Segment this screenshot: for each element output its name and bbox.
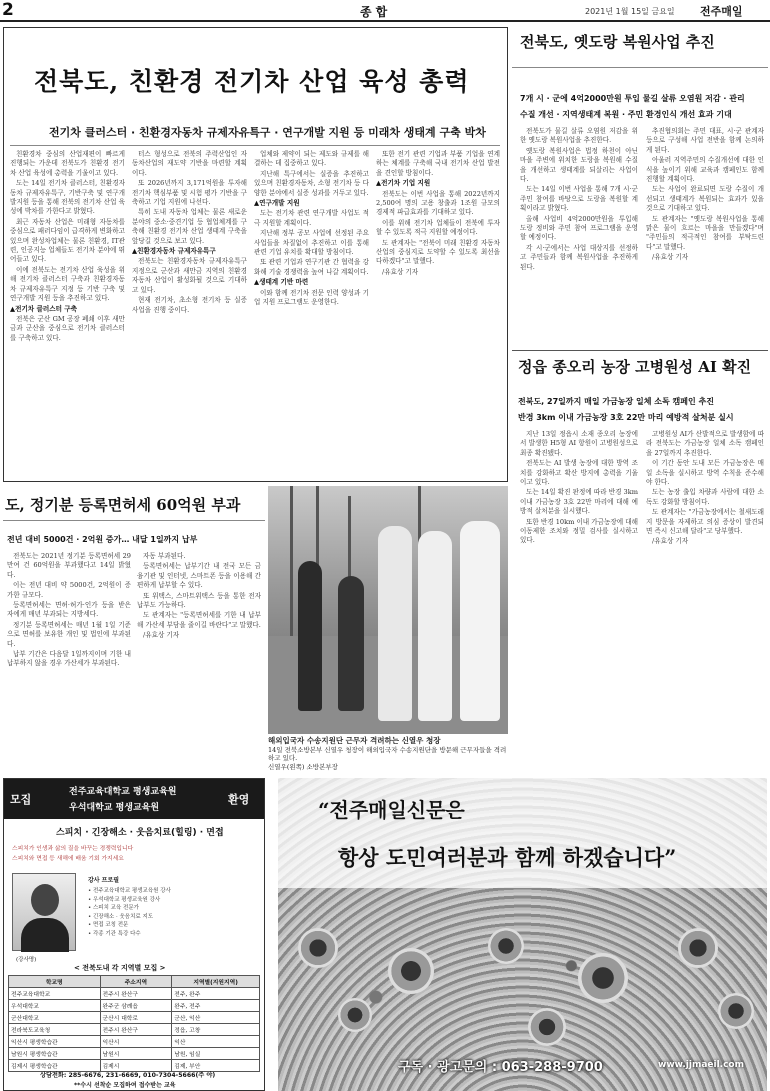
- article-stream-restoration: [512, 27, 768, 347]
- table-cell: 군산, 익산: [172, 1012, 260, 1024]
- paragraph: 도는 전기차 관련 연구개발 사업도 적극 지원할 계획이다.: [254, 209, 369, 227]
- paragraph: 친환경차 중심의 산업재편이 빠르게 진행되는 가운데 전북도가 친환경 전기차 산업 육성에 총력을 기울이고 있다.: [10, 150, 125, 177]
- table-cell: 익산시 평생학습관: [9, 1036, 101, 1048]
- headline: 정읍 종오리 농장 고병원성 AI 확진: [518, 358, 752, 376]
- course-title: 스피치 · 긴장해소 · 웃음치료(힐링) · 면접: [56, 828, 224, 838]
- article-column: [520, 127, 638, 345]
- paragraph: 도 관계자는 "등록면허세를 기한 내 납부해 가산세 부담을 줄이길 바란다"고 말했다.: [137, 611, 261, 629]
- table-header: 주소지역: [100, 976, 172, 988]
- table-row: [9, 988, 260, 1000]
- ad-jjmaeil-subscription: [278, 778, 767, 1091]
- caption-body: 14일 전북소방본부 신열우 청장이 해외입국자 수송지원단을 방문해 근무자들을 격려하고 있다.: [268, 745, 507, 762]
- photo-caption: [268, 737, 508, 775]
- paragraph: 이와 함께 전기차 전문 인력 양성과 기업 지원 프로그램도 운영한다.: [254, 288, 369, 307]
- table-header: 지역별(지원지역): [172, 976, 260, 988]
- table-cell: 남원시: [100, 1048, 172, 1060]
- paragraph: 지난해 정부 공모 사업에 선정된 주요 사업들을 차질없이 추진하고 이를 통해 관련 기업 유치를 확대할 방침이다.: [254, 229, 369, 257]
- region-table: [8, 975, 260, 1072]
- instructor-photo: [12, 873, 76, 951]
- paragraph: 또 2026년까지 3,171억원을 투자해 전기차 핵심부품 및 시험 평가 기반을 구축하고 기업 지원에 나선다.: [132, 179, 247, 207]
- table-cell: 전주교육대학교: [9, 988, 101, 1000]
- paragraph: ▲전기차 클러스터 구축: [10, 304, 77, 313]
- paragraph: ▲연구개발 지원: [254, 199, 300, 208]
- paragraph: 또 관련 기업과 연구기관 간 협력을 강화해 기술 경쟁력을 높여 나갈 계획이다.: [254, 258, 369, 276]
- contact-line: 상담전화: 285-6676, 231-6669, 010-7304-5666(주 야): [40, 1072, 216, 1079]
- ad-phone: 구독 · 광고문의 : 063-288-9700: [398, 1060, 603, 1075]
- headline: 도, 정기분 등록면허세 60억원 부과: [5, 496, 241, 514]
- paragraph: 이 기간 동안 도내 모든 가금농장은 매일 소독을 실시하고 방역 수칙을 준수해야 한다.: [646, 459, 764, 487]
- table-cell: 남원, 임실: [172, 1048, 260, 1060]
- paragraph: 전북은 군산 GM 공장 폐쇄 이후 새만금과 군산을 중심으로 전기차 클러스터를 구축하고 있다.: [10, 314, 125, 342]
- table-title: < 전북도내 각 지역별 모집 >: [74, 964, 166, 972]
- issue-date: 2021년 1월 15일 금요일: [585, 7, 675, 16]
- headline: 전북도, 친환경 전기차 산업 육성 총력: [34, 67, 470, 96]
- paragraph: /유효상 기자: [382, 267, 419, 276]
- table-cell: 완주군 삼례읍: [100, 1000, 172, 1012]
- caption-credit: 신열우(왼쪽) 소방본부장: [268, 762, 338, 771]
- table-cell: 김제, 부안: [172, 1060, 260, 1072]
- subheadline: 반경 3km 이내 가금농장 3호 22만 마리 예방적 살처분 실시: [518, 413, 734, 422]
- article-ev-industry: [3, 27, 508, 482]
- paragraph: 지난 13일 정읍시 소재 종오리 농장에서 발생한 H5형 AI 항원이 고병원성으로 최종 확진됐다.: [520, 430, 638, 457]
- table-cell: 전주, 완주: [172, 988, 260, 1000]
- ad-org: 우석대학교 평생교육원: [69, 803, 160, 813]
- paragraph: 또한 반경 10km 이내 가금농장에 대해 이동제한 조치와 정밀 검사를 실시하고 있다.: [520, 517, 638, 545]
- article-column: [646, 127, 764, 345]
- table-cell: 군산대학교: [9, 1012, 101, 1024]
- paragraph: 특히 도내 자동차 업체는 물론 새로운 분야의 중소·중견기업 등 협업체계를 구축해 친환경 전기차 산업 생태계 구축을 앞당길 것으로 보고 있다.: [132, 208, 247, 245]
- table-row: [9, 1012, 260, 1024]
- paragraph: 전북도는 AI 발생 농장에 대한 방역 조치를 강화하고 확산 방지에 총력을 기울이고 있다.: [520, 459, 638, 487]
- paragraph: 전북도는 친환경자동차 규제자유특구 지정으로 군산과 새만금 지역의 친환경 자동차 산업이 활성화될 것으로 기대하고 있다.: [132, 257, 247, 294]
- table-header: 학교명: [9, 976, 101, 988]
- paragraph: ▲친환경자동차 규제자유특구: [132, 247, 216, 256]
- paragraph: 도는 14일 확진 판정에 따라 반경 3km 이내 가금농장 3호 22만 마리에 대해 예방적 살처분을 실시했다.: [520, 488, 638, 516]
- paragraph: 도는 14일 이번 사업을 통해 7개 시·군 주민 참여를 바탕으로 도랑을 복원할 계획이라고 밝혔다.: [520, 185, 638, 213]
- bullet-item: • 전주교육대학교 평생교육원 강사: [88, 888, 171, 894]
- bullet-item: • 긴장해소 · 웃음치료 지도: [88, 913, 154, 920]
- subheadline: 7개 시 · 군에 4억2000만원 투입 물길 살류 오염원 저감 · 관리: [520, 94, 745, 103]
- paragraph: 납부 기간은 다음달 1일까지이며 기한 내 납부하지 않을 경우 가산세가 부과된다.: [7, 650, 131, 668]
- article-column: [520, 430, 638, 760]
- ad-speech-course: [3, 778, 265, 1091]
- paragraph: 도 관계자는 "전북이 미래 친환경 자동차 산업의 중심지로 도약할 수 있도록 최선을 다하겠다"고 말했다.: [376, 238, 500, 266]
- bullet-item: • 스피치 교육 전문가: [88, 905, 139, 911]
- table-cell: 익산: [172, 1036, 260, 1048]
- paper-name: 전주매일: [700, 5, 743, 18]
- ad-slogan: 항상 도민여러분과 함께 하겠습니다”: [338, 845, 677, 870]
- paragraph: 옛도랑 복원사업은 법정 하천이 아닌 마을 주변에 위치한 도랑을 복원해 수질을 개선하고 생태계를 되살리는 사업이다.: [520, 146, 638, 184]
- page-number: 2: [2, 0, 14, 20]
- article-column: [254, 150, 369, 475]
- table-cell: 군산시 대학로: [100, 1012, 172, 1024]
- headline: 전북도, 옛도랑 복원사업 추진: [520, 33, 715, 51]
- ad-line: 스피치가 인생과 삶의 질을 바꾸는 경쟁력입니다: [12, 846, 134, 852]
- paragraph: 도 관계자는 "가금농장에서는 철새도래지 방문을 자제하고 의심 증상이 발견되면 즉시 신고해 달라"고 당부했다.: [646, 508, 764, 536]
- bullet-item: • 우석대학교 평생교육원 강사: [88, 896, 161, 903]
- article-license-tax: [3, 486, 265, 774]
- ad-banner: [4, 779, 264, 819]
- table-cell: 완주, 전주: [172, 1000, 260, 1012]
- article-avian-flu: [512, 350, 768, 770]
- article-column: [7, 552, 131, 767]
- paragraph: 등록면허세는 면허·허가·인가 등을 받은 자에게 매년 부과되는 지방세다.: [7, 601, 131, 619]
- article-column: [132, 150, 247, 475]
- news-photo: [268, 486, 508, 734]
- paragraph: /유효상 기자: [652, 253, 689, 262]
- article-column: [376, 150, 500, 475]
- paragraph: ▲전기차 기업 지원: [376, 179, 431, 188]
- caption-title: 해외입국자 수송지원단 근무자 격려하는 신열우 청장: [268, 736, 441, 745]
- table-cell: 남원시 평생학습관: [9, 1048, 101, 1060]
- table-row: [9, 1036, 260, 1048]
- paragraph: 전북도는 이번 사업을 통해 2022년까지 2,500여 명의 고용 창출과 1조원 규모의 경제적 파급효과를 기대하고 있다.: [376, 189, 500, 217]
- section-name: 종합: [360, 5, 392, 19]
- page-header: [0, 0, 770, 22]
- ad-line: 스피치와 면접 등 새해에 배움 기회 가지세요: [12, 856, 124, 862]
- paragraph: 전북도는 2021년 정기분 등록면허세 29만여 건 60억원을 부과했다고 14일 밝혔다.: [7, 552, 131, 579]
- paragraph: 고병원성 AI가 산발적으로 발생함에 따라 전북도는 가금농장 일체 소독 캠페인을 27일까지 추진한다.: [646, 430, 764, 457]
- table-cell: 김제시 평생학습관: [9, 1060, 101, 1072]
- subheadline: 전기차 클러스터 · 친환경자동차 규제자유특구 · 연구개발 지원 등 미래차 생태계 구축 박차: [49, 126, 486, 139]
- ad-org: 전주교육대학교 평생교육원: [69, 787, 177, 797]
- paragraph: 현재 전기차, 초소형 전기차 등 실증 사업을 진행 중이다.: [132, 296, 247, 314]
- paragraph: 도는 사업이 완료되면 도랑 수질이 개선되고 생태계가 복원되는 효과가 있을 것으로 기대하고 있다.: [646, 185, 764, 213]
- paragraph: 전북도가 물길 살류 오염원 저감을 위한 옛도랑 복원사업을 추진한다.: [520, 127, 638, 145]
- paragraph: 도는 농장 출입 차량과 사람에 대한 소독도 강화할 방침이다.: [646, 488, 764, 506]
- ad-slogan: “전주매일신문은: [318, 798, 465, 822]
- table-cell: 전주시 완산구: [100, 988, 172, 1000]
- bullet-item: • 각종 기관 특강 다수: [88, 930, 141, 937]
- table-cell: 전라북도교육청: [9, 1024, 101, 1036]
- ad-tag: 환영: [228, 793, 250, 806]
- table-row: [9, 1024, 260, 1036]
- footnote: **수시 선착순 모집하여 접수받는 교육: [74, 1082, 176, 1089]
- paragraph: 또한 전기 관련 기업과 부품 기업을 연계하는 체계를 구축해 국내 전기차 산업 발전을 견인할 방침이다.: [376, 150, 500, 177]
- paragraph: /유효상 기자: [652, 537, 689, 546]
- table-cell: 정읍, 고창: [172, 1024, 260, 1036]
- subheadline: 전북도, 27일까지 매일 가금농장 일체 소독 캠페인 추진: [518, 397, 714, 406]
- ad-tag: 모집: [10, 793, 32, 806]
- instructor-bullets: [88, 887, 258, 938]
- paragraph: 업체와 제약이 되는 제도와 규제를 해결하는 데 집중하고 있다.: [254, 150, 369, 168]
- article-column: [646, 430, 764, 760]
- paragraph: 최근 자동차 산업은 미래형 자동차를 중심으로 패러다임이 급격하게 변화하고 있으며 완성차업체는 물론 친환경, IT관련, 인공지능 업체들도 전기차 분야에 뛰어들고 있다.: [10, 217, 125, 264]
- bullet-item: • 면접 코칭 전문: [88, 922, 129, 928]
- article-column: [137, 552, 261, 767]
- table-cell: 김제시: [100, 1060, 172, 1072]
- paragraph: 이를 위해 전기차 업체들이 전북에 투자할 수 있도록 적극 지원할 예정이다.: [376, 218, 500, 237]
- paragraph: 지난해 특구에서는 실증을 추진하고 있으며 친환경자동차, 소형 전기차 등 다양한 분야에서 실증 성과를 거두고 있다.: [254, 169, 369, 197]
- paragraph: 이는 전년 대비 약 5000건, 2억원이 증가한 규모다.: [7, 581, 131, 599]
- paragraph: /유효상 기자: [143, 631, 180, 640]
- ad-url: www.jjmaeil.com: [658, 1060, 744, 1070]
- paragraph: 또 위택스, 스마트위택스 등을 통한 전자납부도 가능하다.: [137, 591, 261, 610]
- subheadline: 전년 대비 5000건 · 2억원 증가… 내달 1일까지 납부: [7, 535, 198, 544]
- table-cell: 우석대학교: [9, 1000, 101, 1012]
- table-cell: 익산시: [100, 1036, 172, 1048]
- paragraph: 등록면허세는 납부기간 내 전국 모든 금융기관 및 인터넷, 스마트폰 등을 이용해 간편하게 납부할 수 있다.: [137, 562, 261, 590]
- paragraph: 도는 14일 전기차 클러스터, 친환경자동차 규제자유특구, 기반구축 및 연구개발지원 등을 통해 전북의 전기차 산업 육성에 박차를 가한다고 밝혔다.: [10, 179, 125, 216]
- instructor-label: 강사 프로필: [88, 877, 120, 884]
- paragraph: 이에 전북도는 전기차 산업 육성을 위해 전기차 클러스터 구축과 친환경자동차 규제자유특구 지정 등 기반 구축 및 연구개발 지원 등을 추진하고 있다.: [10, 265, 125, 303]
- table-cell: 전주시 완산구: [100, 1024, 172, 1036]
- subheadline: 수질 개선 · 지역생태계 복원 · 주민 환경인식 개선 효과 기대: [520, 110, 732, 119]
- paragraph: 올해 사업비 4억2000만원을 투입해 도랑 정비와 주민 참여 프로그램을 운영할 예정이다.: [520, 214, 638, 242]
- instructor-name: (강사명): [16, 957, 37, 963]
- paragraph: 도 관계자는 "옛도랑 복원사업을 통해 맑은 물이 흐르는 마을을 만들겠다"며 "주민들의 적극적인 참여를 부탁드린다"고 말했다.: [646, 214, 764, 251]
- paragraph: 터스 형성으로 전북의 주력산업인 자동차산업의 재도약 기반을 마련할 계획이다.: [132, 150, 247, 177]
- paragraph: 추진협의회는 주민 대표, 시·군 관계자 등으로 구성해 사업 전반을 함께 논의하게 된다.: [646, 127, 764, 154]
- paragraph: ▲생태계 기반 마련: [254, 278, 309, 287]
- paragraph: 자동 부과된다.: [143, 552, 186, 560]
- paragraph: 정기분 등록면허세는 매년 1월 1일 기준으로 면허를 보유한 개인 및 법인에 부과된다.: [7, 620, 131, 648]
- table-row: [9, 1000, 260, 1012]
- article-column: [10, 150, 125, 475]
- paragraph: 아울러 지역주민의 수질개선에 대한 인식을 높이기 위해 교육과 캠페인도 함께 진행할 계획이다.: [646, 156, 764, 184]
- paragraph: 각 시·군에서는 사업 대상지를 선정하고 주민들과 함께 복원사업을 추진하게 된다.: [520, 243, 638, 271]
- table-row: [9, 1048, 260, 1060]
